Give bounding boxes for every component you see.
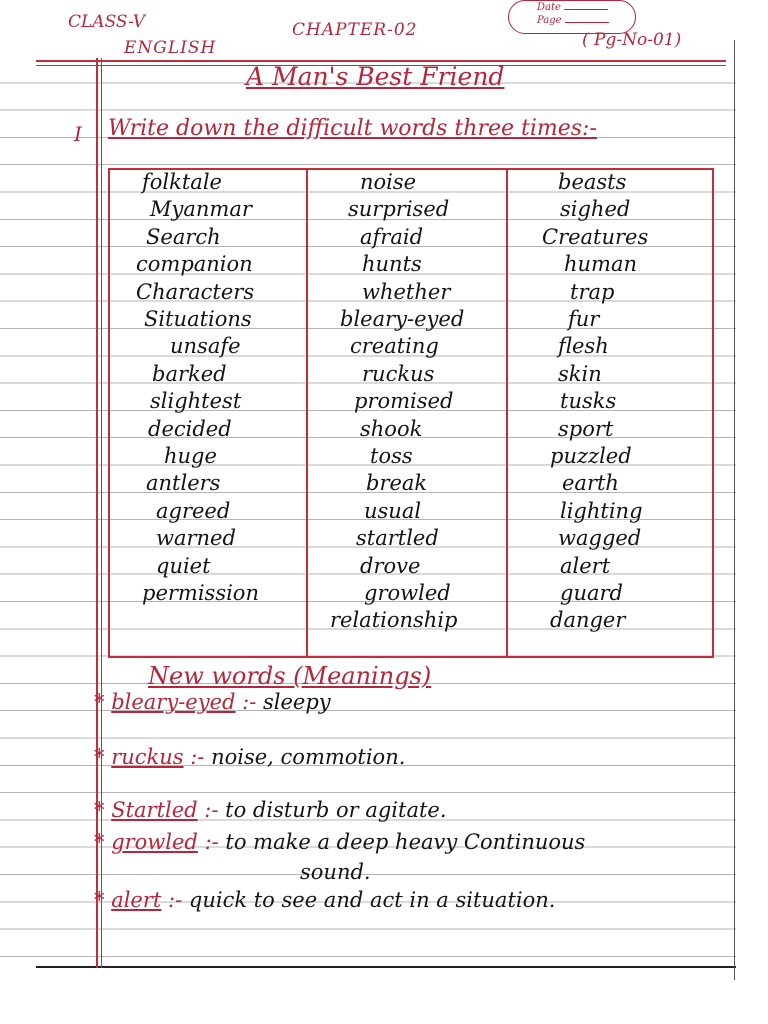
word-cell: usual	[364, 498, 422, 523]
word-cell: permission	[142, 581, 259, 605]
star-bullet: *	[94, 745, 105, 769]
word-cell: huge	[164, 444, 217, 468]
word-cell: growled	[364, 581, 451, 605]
word-cell: flesh	[558, 334, 609, 359]
meaning-separator: :-	[204, 798, 219, 822]
star-bullet: *	[94, 830, 105, 854]
table-column-divider	[306, 168, 308, 658]
class-label: CLASS-V	[68, 12, 145, 32]
word-cell: barked	[152, 361, 227, 386]
word-cell: creating	[350, 334, 439, 359]
page-number-label: ( Pg-No-01)	[582, 30, 682, 50]
word-cell: tusks	[560, 389, 617, 414]
subject-label: ENGLISH	[124, 38, 217, 58]
chapter-label: CHAPTER-02	[292, 20, 418, 40]
date-page-stamp	[508, 0, 636, 34]
meaning-continuation: sound.	[300, 860, 371, 884]
word-cell: unsafe	[170, 334, 241, 359]
meaning-separator: :-	[168, 888, 183, 912]
word-cell: slightest	[150, 389, 242, 414]
meaning-row	[94, 798, 447, 822]
word-cell: drove	[360, 553, 421, 578]
stamp-date-label: Date	[537, 2, 561, 13]
meaning-separator: :-	[190, 745, 205, 769]
star-bullet: *	[94, 888, 105, 912]
word-cell: puzzled	[550, 444, 632, 468]
word-cell: Creatures	[542, 224, 649, 249]
word-cell: beasts	[558, 170, 627, 194]
page-title: A Man's Best Friend	[246, 62, 505, 91]
word-cell: skin	[558, 361, 602, 386]
meaning-separator: :-	[242, 690, 257, 714]
page-right-edge	[734, 40, 735, 980]
meaning-row	[94, 888, 555, 912]
table-column-divider	[506, 168, 508, 658]
word-cell: whether	[362, 279, 451, 304]
word-cell: decided	[148, 416, 232, 441]
word-cell: antlers	[146, 471, 221, 496]
meaning-row	[94, 745, 405, 769]
word-cell: sighed	[560, 197, 631, 222]
word-cell: Search	[146, 224, 221, 249]
word-cell: relationship	[330, 608, 458, 633]
word-cell: surprised	[348, 197, 450, 222]
star-bullet: *	[94, 690, 105, 714]
meaning-term: bleary-eyed	[111, 690, 236, 714]
meaning-term: ruckus	[111, 745, 184, 769]
word-cell: warned	[156, 526, 236, 551]
meaning-term: growled	[111, 830, 198, 854]
question-text: Write down the difficult words three times:-	[108, 116, 597, 141]
word-cell: danger	[550, 608, 626, 633]
word-cell: fur	[568, 307, 600, 331]
meaning-term: alert	[111, 888, 162, 912]
word-cell: promised	[354, 389, 454, 414]
page-right-margin	[736, 0, 768, 1024]
stamp-page-label: Page	[537, 15, 562, 26]
word-cell: companion	[136, 252, 253, 277]
word-cell: bleary-eyed	[340, 307, 465, 331]
meaning-definition: to make a deep heavy Continuous	[225, 830, 586, 854]
word-cell: alert	[560, 553, 611, 578]
word-cell: shook	[360, 416, 423, 441]
meaning-definition: sleepy	[263, 690, 331, 714]
word-cell: Myanmar	[150, 197, 252, 222]
word-cell: lighting	[560, 498, 643, 523]
meaning-term: Startled	[111, 798, 198, 822]
word-cell: startled	[356, 526, 439, 551]
meaning-separator: :-	[204, 830, 219, 854]
word-cell: earth	[562, 471, 619, 496]
star-bullet: *	[94, 798, 105, 822]
word-cell: trap	[570, 279, 615, 304]
word-cell: afraid	[360, 224, 424, 249]
meaning-definition: noise, commotion.	[211, 745, 406, 769]
word-cell: Situations	[144, 307, 252, 331]
word-cell: sport	[558, 416, 614, 441]
word-cell: Characters	[136, 279, 255, 304]
word-cell: wagged	[558, 526, 642, 551]
page-bottom-edge	[36, 966, 736, 968]
word-cell: agreed	[156, 498, 231, 523]
meaning-definition: quick to see and act in a situation.	[188, 888, 556, 912]
meaning-definition: to disturb or agitate.	[225, 798, 447, 822]
meaning-row	[94, 830, 585, 854]
page-bottom-area	[0, 968, 768, 1024]
word-cell: hunts	[362, 252, 422, 277]
meaning-row	[94, 690, 331, 714]
word-cell: toss	[370, 444, 413, 468]
question-number: I	[74, 122, 82, 146]
word-cell: guard	[560, 581, 623, 605]
word-cell: quiet	[156, 553, 211, 578]
word-cell: human	[564, 252, 638, 277]
new-words-heading: New words (Meanings)	[148, 662, 432, 690]
word-cell: break	[366, 471, 428, 496]
word-cell: noise	[360, 170, 417, 194]
word-cell: folktale	[142, 170, 222, 194]
word-cell: ruckus	[362, 361, 435, 386]
